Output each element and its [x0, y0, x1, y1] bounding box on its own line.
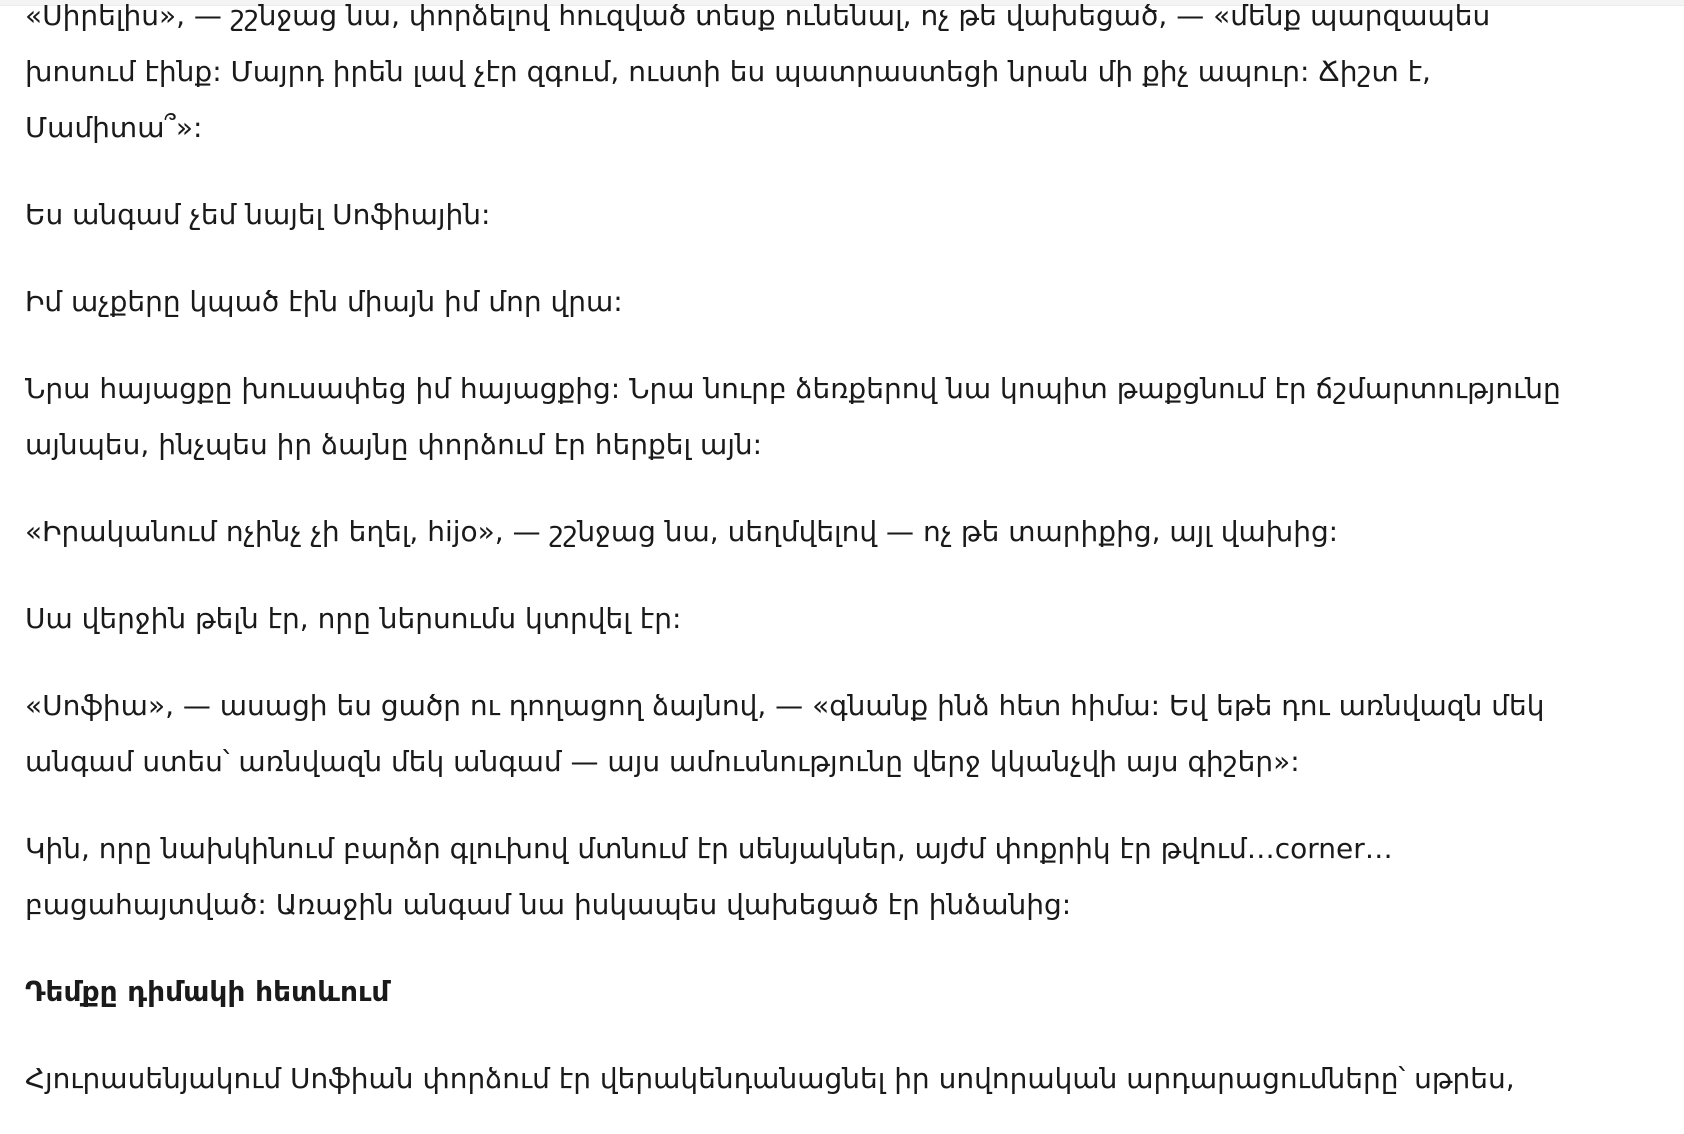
- paragraph-4: Նրա հայացքը խուսափեց իմ հայացքից: Նրա նուրբ ձեռքերով նա կոպիտ թաքցնում էր ճշմարտությունը այնպես, ինչպես իր ձայնը փորձում էր հերքել այն:: [25, 372, 1561, 461]
- paragraph-5: «Իրականում ոչինչ չի եղել, hijo», — շշնջաց նա, սեղմվելով — ոչ թե տարիքից, այլ վախից:: [25, 515, 1339, 548]
- paragraph-7: «Սոֆիա», — ասացի ես ցածր ու դողացող ձայնով, — «գնանք ինձ հետ հիմա: Եվ եթե դու առնվազն մեկ անգամ ստես՝ առնվազն մեկ անգամ — այս ամուսնությունը վերջ կկանչվի այս գիշեր»:: [25, 689, 1545, 778]
- paragraph-1: «Սիրելիս», — շշնջաց նա, փորձելով հուզված տեսք ունենալ, ոչ թե վախեցած, — «մենք պարզապես խոսում էինք: Մայրդ իրեն լավ չէր զգում, ուստի ես պատրաստեցի նրան մի քիչ ապուր: Ճիշտ է, Մամիտա՞»:: [25, 0, 1491, 144]
- article-body: [25, 0, 1585, 1134]
- paragraph-9: Հյուրասենյակում Սոֆիան փորձում էր վերակենդանացնել իր սովորական արդարացումները՝ սթրես,: [25, 1062, 1515, 1095]
- section-heading: Դեմքը դիմակի հետևում: [25, 975, 390, 1008]
- paragraph-3: Իմ աչքերը կպած էին միայն իմ մոր վրա:: [25, 285, 623, 318]
- paragraph-6: Սա վերջին թելն էր, որը ներսումս կտրվել էր:: [25, 602, 682, 635]
- paragraph-8: Կին, որը նախկինում բարձր գլուխով մտնում էր սենյակներ, այժմ փոքրիկ էր թվում…corner… բացահայտված: Առաջին անգամ նա իսկապես վախեցած էր ինձանից:: [25, 832, 1393, 921]
- paragraph-2: Ես անգամ չեմ նայել Սոֆիային:: [25, 198, 491, 231]
